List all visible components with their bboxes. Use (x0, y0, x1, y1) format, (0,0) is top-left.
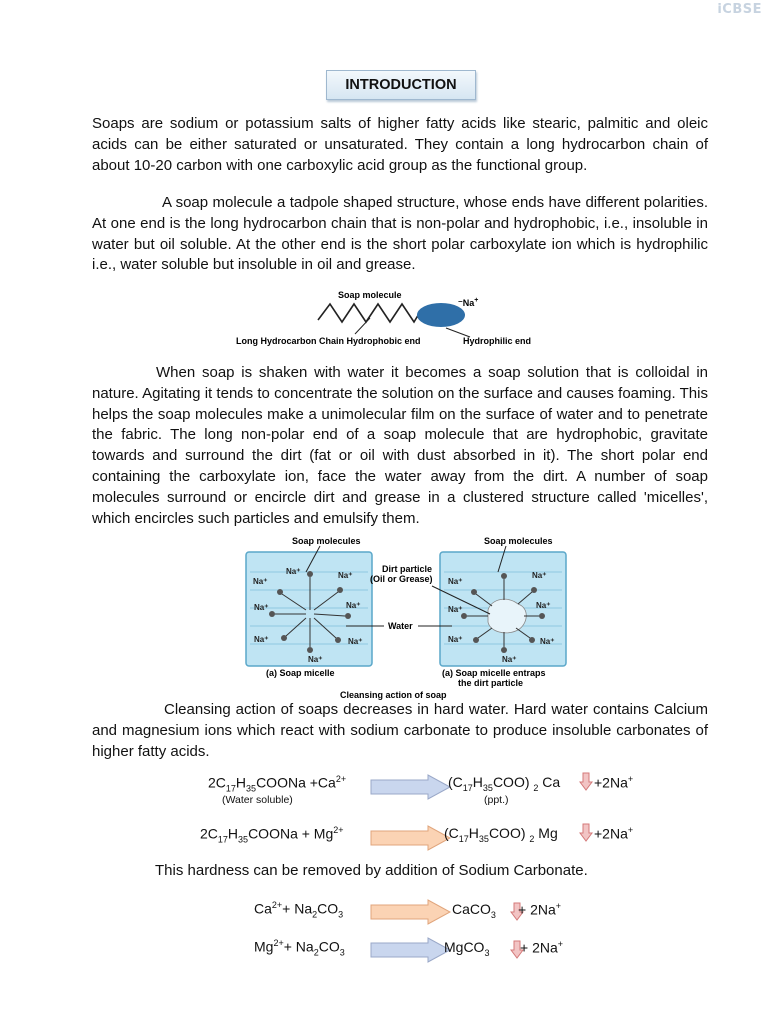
svg-text:Na⁺: Na⁺ (532, 571, 547, 580)
svg-text:Na⁺: Na⁺ (254, 603, 269, 612)
svg-text:Na⁺: Na⁺ (346, 601, 361, 610)
svg-text:Na⁺: Na⁺ (448, 605, 463, 614)
equation-2-product: +2Na+ (594, 825, 634, 842)
svg-text:Na⁺: Na⁺ (540, 637, 555, 646)
equation-1-left: $2C_{17}H_{35}COONa +Ca^{2+}$ (208, 774, 347, 794)
dirt-particle-label: Dirt particle (382, 564, 433, 574)
water-label: Water (388, 621, 413, 631)
svg-text:Na⁺: Na⁺ (254, 635, 269, 644)
hydrophilic-end-label: Hydrophilic end (463, 336, 532, 346)
micelle-diagram (236, 532, 572, 702)
paragraph-3 (92, 363, 708, 529)
svg-text:Na⁺: Na⁺ (448, 635, 463, 644)
svg-text:Na⁺: Na⁺ (348, 637, 363, 646)
equation-1-product: +2Na+ (594, 774, 634, 791)
page-title: INTRODUCTION (326, 70, 476, 100)
paragraph-4-text: Cleansing action of soaps decreases in hard water. Hard water contains Calcium and magnesium ions which react with sodium carbonate to produce insoluble carbonates of higher fatty acids. (92, 701, 708, 760)
equation-1-right: $(C_{17}H_{35}COO)$ $_2$ Ca (448, 774, 561, 793)
paragraph-2-text: A soap molecule a tadpole shaped structure, whose ends have different polarities. At one end is the long hydrocarbon chain that is non-polar and hydrophobic, i.e., insoluble in water but oil soluble. At the other end is the short polar carboxylate ion which is hydrophilic i.e., water soluble but insoluble in oil and grease. (92, 194, 708, 274)
caption-right-2: the dirt particle (458, 678, 524, 688)
equation-3-product: + 2Na+ (518, 901, 562, 918)
svg-text:Na⁺: Na⁺ (286, 567, 301, 576)
equation-2-right: $(C_{17}H_{35}COO)$ $_2$ Mg (444, 825, 558, 844)
pointer-line-left (355, 318, 370, 334)
equation-4-product: + 2Na+ (520, 939, 564, 956)
svg-text:Na⁺: Na⁺ (502, 655, 517, 664)
figure-caption: Cleansing action of soap (340, 690, 447, 700)
svg-text:Na⁺: Na⁺ (308, 655, 323, 664)
soap-molecules-left-label: Soap molecules (292, 536, 361, 546)
paragraph-3-text: When soap is shaken with water it becomes a soap solution that is colloidal in nature. Agitating it tends to concentrate the solution on the surface and causes foaming. This helps the soap molecules make a unimolecular film on the surface of water and to penetrate the fabric. The long non-polar end of a soap molecule that are hydrophobic, gravitate towards and surround the dirt (fat or oil with dust absorbed in it). The short polar end containing the carboxylate ion, face the water away from the dirt. A number of soap molecules surround or encircle dirt and grease in a clustered structure called 'micelles', which encircles such particles and emulsify them. (92, 364, 708, 527)
equation-1-note-right: (ppt.) (484, 794, 509, 806)
precipitate-arrow-icon (579, 823, 593, 843)
brand-logo: iCBSE (717, 2, 762, 17)
sodium-ion-label: ⁻Na+ (458, 297, 479, 308)
paragraph-2 (92, 193, 708, 276)
hydrophobic-end-label: Long Hydrocarbon Chain Hydrophobic end (236, 336, 421, 346)
equation-3-arrow (370, 899, 452, 925)
equation-4-arrow (370, 937, 452, 963)
equation-4-right: MgCO$_3$ (444, 939, 490, 958)
svg-text:Na⁺: Na⁺ (448, 577, 463, 586)
equation-3-left: $Ca^{2+}+ Na_2CO_3$ (254, 900, 344, 920)
svg-text:Na⁺: Na⁺ (253, 577, 268, 586)
caption-left: (a) Soap micelle (266, 668, 335, 678)
equation-4-left: $Mg^{2+}+ Na_2CO_3$ (254, 938, 345, 958)
svg-text:Na⁺: Na⁺ (536, 601, 551, 610)
svg-text:Na⁺: Na⁺ (338, 571, 353, 580)
caption-right-1: (a) Soap micelle entraps (442, 668, 546, 678)
soap-molecules-right-label: Soap molecules (484, 536, 553, 546)
precipitate-arrow-icon (579, 772, 593, 792)
equation-2-left: $2C_{17}H_{35}COONa + Mg^{2+}$ (200, 825, 344, 845)
paragraph-5: This hardness can be removed by addition of Sodium Carbonate. (155, 862, 588, 879)
equation-1-note-left: (Water soluble) (222, 794, 293, 806)
equation-2-arrow (370, 825, 452, 851)
equation-1-arrow (370, 774, 452, 800)
soap-molecule-label: Soap molecule (338, 290, 402, 300)
oil-or-grease-label: (Oil or Grease) (370, 574, 433, 584)
paragraph-1: Soaps are sodium or potassium salts of higher fatty acids like stearic, palmitic and oleic acids can be either saturated or unsaturated. They contain a long hydrocarbon chain of about 10-20 carbon with one carboxylic acid group as the functional group. (92, 115, 708, 174)
equation-3-right: CaCO$_3$ (452, 901, 496, 920)
paragraph-4 (92, 700, 708, 762)
soap-molecule-diagram (230, 284, 560, 348)
